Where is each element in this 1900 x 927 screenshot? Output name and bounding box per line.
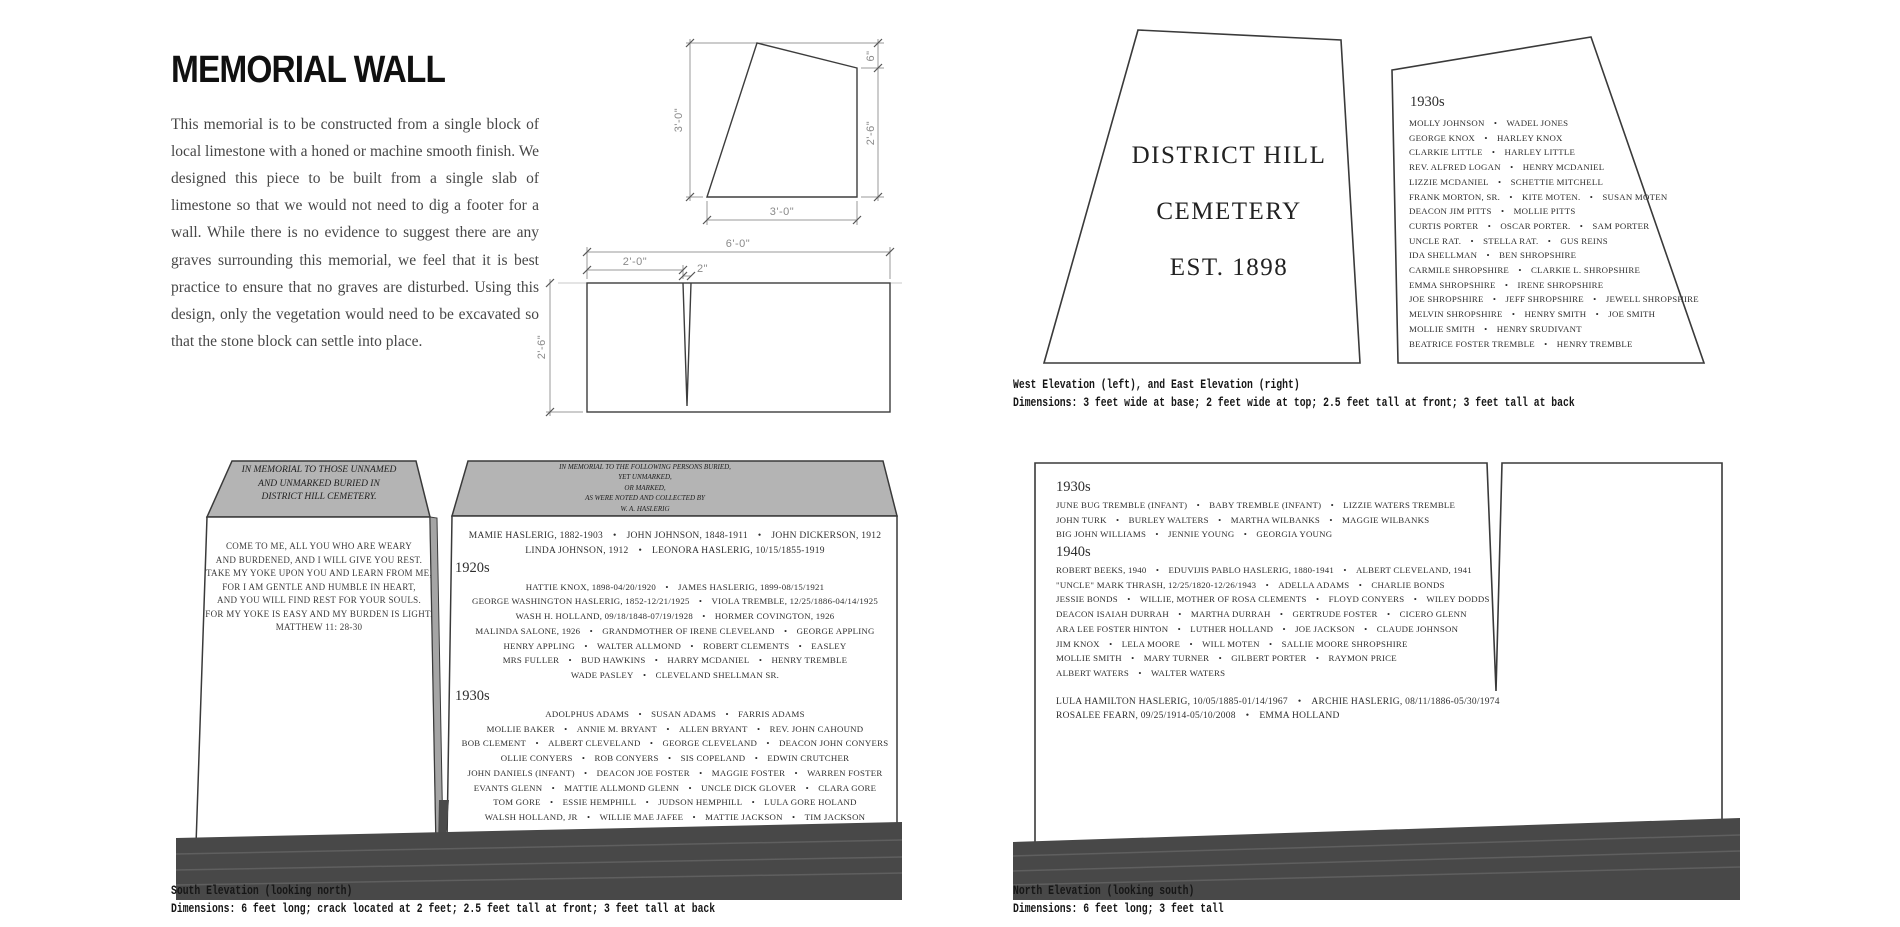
dim-top-drop: 6" <box>865 50 877 62</box>
north-caption <box>1013 883 1224 918</box>
dim-front-height: 2'-6" <box>865 120 877 146</box>
dim-crack-offset: 2'-0" <box>622 256 648 268</box>
text-line: YET UNMARKED, <box>618 473 672 482</box>
north-1940s-label: 1940s <box>1056 544 1091 560</box>
memorial-row: BOB CLEMENT • ALBERT CLEVELAND • GEORGE CLEVELAND • DEACON JOHN CONYERS <box>461 738 889 749</box>
text-line: IN MEMORIAL TO THOSE UNNAMED <box>241 465 397 475</box>
memorial-row: MOLLIE BAKER • ANNIE M. BRYANT • ALLEN BRYANT • REV. JOHN CAHOUND <box>486 723 864 734</box>
east-name-list <box>1409 116 1719 351</box>
memorial-row: REV. ALFRED LOGAN • HENRY MCDANIEL <box>1409 162 1605 173</box>
text-line: IN MEMORIAL TO THE FOLLOWING PERSONS BURIED, <box>559 463 731 471</box>
memorial-row: JOHN TURK • BURLEY WALTERS • MARTHA WILBANKS • MAGGIE WILBANKS <box>1056 514 1430 525</box>
north-caption-dimensions: Dimensions: 6 feet long; 3 feet tall <box>1013 901 1224 916</box>
memorial-row: ROBERT BEEKS, 1940 • EDUVIJIS PABLO HASLERIG, 1880-1941 • ALBERT CLEVELAND, 1941 <box>1056 565 1472 575</box>
memorial-row: JIM KNOX • LELA MOORE • WILL MOTEN • SALLIE MOORE SHROPSHIRE <box>1056 638 1408 649</box>
memorial-row: UNCLE RAT. • STELLA RAT. • GUS REINS <box>1409 235 1608 246</box>
text-line: COME TO ME, ALL YOU WHO ARE WEARY <box>225 541 413 551</box>
section-outline <box>587 283 890 412</box>
memorial-row: MOLLIE SMITH • MARY TURNER • GILBERT PORTER • RAYMON PRICE <box>1056 653 1397 664</box>
text-line: AS WERE NOTED AND COLLECTED BY <box>585 494 705 503</box>
memorial-row: LULA HAMILTON HASLERIG, 10/05/1885-01/14/1967 • ARCHIE HASLERIG, 08/11/1886-05/30/1974 <box>1056 697 1500 707</box>
memorial-row: ROSALEE FEARN, 09/25/1914-05/10/2008 • EMMA HOLLAND <box>1056 711 1340 722</box>
memorial-row: DEACON ISAIAH DURRAH • MARTHA DURRAH • GERTRUDE FOSTER • CICERO GLENN <box>1056 609 1467 620</box>
memorial-row: JOE SHROPSHIRE • JEFF SHROPSHIRE • JEWELL SHROPSHIRE <box>1409 294 1699 305</box>
memorial-row: FRANK MORTON, SR. • KITE MOTEN. • SUSAN MOTEN <box>1409 191 1668 202</box>
memorial-row: BIG JOHN WILLIAMS • JENNIE YOUNG • GEORGIA YOUNG <box>1056 529 1333 540</box>
memorial-row: CURTIS PORTER • OSCAR PORTER. • SAM PORTER <box>1409 220 1650 231</box>
south-right-top-inscription <box>530 462 760 514</box>
dimension-ticks <box>546 39 894 416</box>
memorial-row: BEATRICE FOSTER TREMBLE • HENRY TREMBLE <box>1409 338 1633 349</box>
memorial-row: JESSIE BONDS • WILLIE, MOTHER OF ROSA CLEMENTS • FLOYD CONYERS • WILEY DODDS <box>1056 594 1490 605</box>
text-line: AND YOU WILL FIND REST FOR YOUR SOULS. <box>216 595 422 605</box>
memorial-row: CARMILE SHROPSHIRE • CLARKIE L. SHROPSHIRE <box>1409 265 1641 276</box>
south-1920s-list <box>455 580 895 683</box>
text-line: TAKE MY YOKE UPON YOU AND LEARN FROM ME, <box>205 568 433 578</box>
dim-back-height: 3'-0" <box>673 107 685 133</box>
memorial-row: MALINDA SALONE, 1926 • GRANDMOTHER OF IRENE CLEVELAND • GEORGE APPLING <box>475 625 875 636</box>
north-caption-title: North Elevation (looking south) <box>1013 884 1195 898</box>
memorial-row: WALSH HOLLAND, JR • WILLIE MAE JAFEE • MATTIE JACKSON • TIM JACKSON <box>484 811 866 822</box>
west-east-caption <box>1013 377 1575 412</box>
memorial-row: ADOLPHUS ADAMS • SUSAN ADAMS • FARRIS ADAMS <box>545 709 805 719</box>
dim-base-width: 3'-0" <box>769 206 795 218</box>
text-line: CEMETERY <box>1156 198 1302 225</box>
memorial-row: HENRY APPLING • WALTER ALLMOND • ROBERT CLEMENTS • EASLEY <box>503 640 847 651</box>
memorial-row: WADE PASLEY • CLEVELAND SHELLMAN SR. <box>570 669 780 680</box>
south-1920s-label: 1920s <box>455 560 490 576</box>
memorial-row: ARA LEE FOSTER HINTON • LUTHER HOLLAND • JOE JACKSON • CLAUDE JOHNSON <box>1056 623 1459 634</box>
memorial-row: GEORGE KNOX • HARLEY KNOX <box>1409 132 1563 143</box>
memorial-row: OLLIE CONYERS • ROB CONYERS • SIS COPELAND • EDWIN CRUTCHER <box>500 753 850 764</box>
north-later-list <box>1056 695 1516 724</box>
west-east-caption-dimensions: Dimensions: 3 feet wide at base; 2 feet wide at top; 2.5 feet tall at front; 3 feet tall at back <box>1013 395 1575 410</box>
text-line: EST. 1898 <box>1169 254 1289 281</box>
south-pre1920-list <box>455 529 895 559</box>
south-1930s-group <box>455 689 895 825</box>
south-1930s-label: 1930s <box>455 688 490 704</box>
memorial-row: EMMA SHROPSHIRE • IRENE SHROPSHIRE <box>1409 279 1604 290</box>
technical-drawings <box>536 15 920 435</box>
south-caption-title: South Elevation (looking north) <box>171 884 353 898</box>
text-line: DISTRICT HILL CEMETERY. <box>261 492 377 502</box>
north-1940s-group <box>1056 545 1516 681</box>
memorial-row: TOM GORE • ESSIE HEMPHILL • JUDSON HEMPHILL • LULA GORE HOLAND <box>493 797 857 808</box>
profile-outline <box>707 43 857 197</box>
south-1930s-list <box>455 707 895 825</box>
memorial-row: JOHN DANIELS (INFANT) • DEACON JOE FOSTER • MAGGIE FOSTER • WARREN FOSTER <box>467 767 883 778</box>
memorial-row: DEACON JIM PITTS • MOLLIE PITTS <box>1409 206 1576 217</box>
memorial-row: MAMIE HASLERIG, 1882-1903 • JOHN JOHNSON, 1848-1911 • JOHN DICKERSON, 1912 <box>468 531 882 541</box>
north-1930s-list <box>1056 498 1516 542</box>
north-1930s-label: 1930s <box>1056 479 1091 495</box>
memorial-row: "UNCLE" MARK THRASH, 12/25/1820-12/26/1943 • ADELLA ADAMS • CHARLIE BONDS <box>1056 579 1445 590</box>
text-line: MATTHEW 11: 28-30 <box>275 622 363 632</box>
memorial-row: CLARKIE LITTLE • HARLEY LITTLE <box>1409 147 1576 158</box>
memorial-row: MRS FULLER • BUD HAWKINS • HARRY MCDANIEL • HENRY TREMBLE <box>502 655 848 666</box>
memorial-row: MOLLIE SMITH • HENRY SRUDIVANT <box>1409 323 1582 334</box>
east-decade-label: 1930s <box>1410 94 1445 110</box>
south-caption <box>171 883 715 918</box>
text-line: W. A. HASLERIG <box>620 504 670 513</box>
memorial-row: IDA SHELLMAN • BEN SHROPSHIRE <box>1409 250 1577 261</box>
west-stone-inscription <box>1119 128 1339 296</box>
text-line: DISTRICT HILL <box>1131 142 1327 169</box>
memorial-row: WASH H. HOLLAND, 09/18/1848-07/19/1928 • HORMER COVINGTON, 1926 <box>515 611 835 622</box>
memorial-row: LIZZIE MCDANIEL • SCHETTIE MITCHELL <box>1409 176 1604 187</box>
memorial-row: LINDA JOHNSON, 1912 • LEONORA HASLERIG, 10/15/1855-1919 <box>525 546 825 556</box>
section-crack <box>683 283 691 406</box>
south-scripture-inscription <box>205 540 433 635</box>
intro-paragraph: This memorial is to be constructed from a single block of local limestone with a honed or machine smooth finish. We designed this piece to be built from a single slab of limestone so that we would not need to dig a footer for a wall. While there is no evidence to suggest there are any graves surrounding this memorial, we feel that it is best practice to ensure that no graves are disturbed. Using this design, only the vegetation would need to be excavated so that the stone block can settle into place. <box>171 115 539 351</box>
south-caption-dimensions: Dimensions: 6 feet long; crack located at 2 feet; 2.5 feet tall at front; 3 feet tall at back <box>171 901 716 916</box>
south-1920s-group <box>455 562 895 683</box>
text-line: OR MARKED, <box>624 483 666 492</box>
north-1940s-list <box>1056 563 1516 681</box>
page-title: MEMORIAL WALL <box>171 49 446 92</box>
memorial-row: MELVIN SHROPSHIRE • HENRY SMITH • JOE SMITH <box>1409 309 1656 320</box>
dim-height: 2'-6" <box>536 334 548 360</box>
memorial-row: ALBERT WATERS • WALTER WATERS <box>1056 667 1226 678</box>
memorial-row: JUNE BUG TREMBLE (INFANT) • BABY TREMBLE (INFANT) • LIZZIE WATERS TREMBLE <box>1056 500 1456 510</box>
text-line: FOR I AM GENTLE AND HUMBLE IN HEART, <box>222 581 416 592</box>
dim-crack-width: 2" <box>697 263 709 275</box>
text-line: FOR MY YOKE IS EASY AND MY BURDEN IS LIGHT. <box>205 608 433 619</box>
south-left-top-inscription <box>208 464 430 505</box>
memorial-row: GEORGE WASHINGTON HASLERIG, 1852-12/21/1925 • VIOLA TREMBLE, 12/25/1886-04/14/1925 <box>471 596 878 607</box>
memorial-row: HATTIE KNOX, 1898-04/20/1920 • JAMES HASLERIG, 1899-08/15/1921 <box>525 581 825 592</box>
dim-length: 6'-0" <box>725 238 751 250</box>
west-east-caption-title: West Elevation (left), and East Elevation (right) <box>1013 378 1300 392</box>
north-1930s-group <box>1056 480 1516 542</box>
memorial-row: EVANTS GLENN • MATTIE ALLMOND GLENN • UNCLE DICK GLOVER • CLARA GORE <box>473 782 877 793</box>
dimension-lines <box>546 39 890 416</box>
text-line: AND BURDENED, AND I WILL GIVE YOU REST. <box>215 554 423 565</box>
text-line: AND UNMARKED BURIED IN <box>258 478 380 489</box>
memorial-row: MOLLY JOHNSON • WADEL JONES <box>1409 118 1569 128</box>
